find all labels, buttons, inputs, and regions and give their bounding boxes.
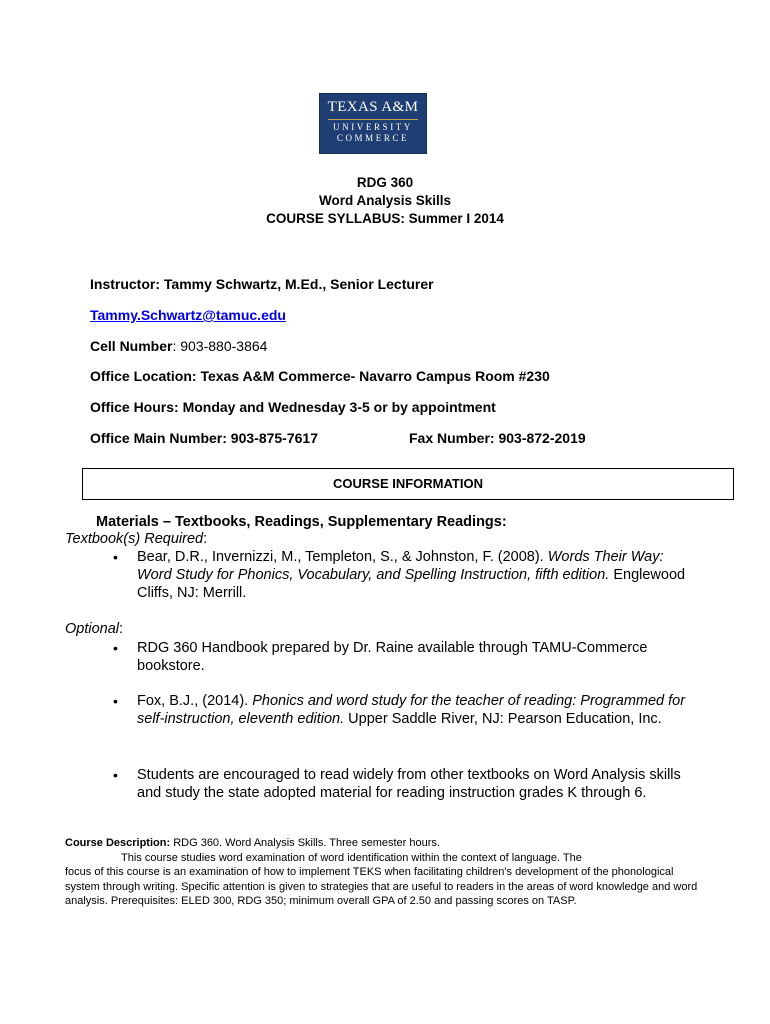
university-logo (319, 93, 427, 154)
course-name: Word Analysis Skills (318, 193, 452, 208)
optional-label: Optional (65, 621, 120, 637)
email-link[interactable]: Tammy.Schwartz@tamuc.edu (90, 307, 286, 323)
item-title: Words Their Way: Word Study for Phonics, Vocabulary, and Spelling Instruction, fifth edition. (137, 549, 664, 583)
item-text: Fox, B.J., (2014). (137, 693, 253, 709)
section-course-information: COURSE INFORMATION (82, 468, 734, 500)
required-item-1 (137, 548, 697, 602)
office-hours: Office Hours: Monday and Wednesday 3-5 or by appointment (90, 399, 496, 415)
required-colon: : (203, 531, 208, 547)
optional-item-1 (137, 639, 697, 675)
bullet-icon: • (113, 640, 118, 656)
fax-number: Fax Number: 903-872-2019 (409, 430, 586, 446)
description-first-line (65, 836, 705, 851)
bullet-icon: • (113, 693, 118, 709)
office-location: Office Location: Texas A&M Commerce- Navarro Campus Room #230 (90, 368, 550, 384)
course-code: RDG 360 (356, 175, 414, 190)
item-publisher: Englewood Cliffs, NJ: Merrill. (137, 567, 686, 601)
logo-line-3: COMMERCE (336, 133, 410, 143)
office-main-number: Office Main Number: 903-875-7617 (90, 430, 318, 446)
item-publisher: Upper Saddle River, NJ: Pearson Education, Inc. (344, 711, 662, 727)
optional-colon: : (119, 621, 124, 637)
item-title: Phonics and word study for the teacher of reading: Programmed for self-instruction, eleventh edition. (137, 693, 686, 727)
description-body-indent: This course studies word examination of word identification within the context of language. The (121, 851, 582, 864)
description-body: focus of this course is an examination of how to implement TEKS when facilitating children's development of the phonological system through writing. Specific attention is given to strategies that are useful to readers in the areas of word knowledge and word analysis. Prerequisites: ELED 300, RDG 350; minimum overall GPA of 2.50 and passing scores on TASP. (65, 866, 698, 907)
cell-label: Cell Number (90, 338, 173, 354)
description-label: Course Description: (65, 837, 171, 849)
optional-label-line (65, 620, 123, 638)
instructor-email[interactable] (90, 307, 286, 323)
item-text: RDG 360 Handbook prepared by Dr. Raine available through TAMU-Commerce bookstore. (137, 640, 648, 674)
course-description (65, 836, 705, 909)
required-label-line (65, 530, 207, 548)
bullet-icon: • (113, 767, 118, 783)
syllabus-title: COURSE SYLLABUS: Summer I 2014 (266, 211, 504, 226)
materials-heading: Materials – Textbooks, Readings, Supplementary Readings: (96, 514, 507, 530)
cell-value: : 903-880-3864 (172, 338, 268, 354)
required-label: Textbook(s) Required (65, 531, 204, 547)
description-meta: RDG 360. Word Analysis Skills. Three semester hours. (170, 837, 440, 849)
logo-divider (328, 119, 418, 120)
logo-line-2: UNIVERSITY (333, 122, 413, 132)
item-text: Bear, D.R., Invernizzi, M., Templeton, S., & Johnston, F. (2008). (137, 549, 548, 565)
logo-line-1: TEXAS A&M (327, 99, 419, 115)
optional-item-2 (137, 692, 697, 728)
cell-number-line (90, 338, 267, 354)
item-text: Students are encouraged to read widely from other textbooks on Word Analysis skills and study the state adopted material for reading instruction grades K through 6. (137, 767, 681, 801)
instructor-line: Instructor: Tammy Schwartz, M.Ed., Senior Lecturer (90, 276, 434, 292)
optional-item-3 (137, 766, 697, 802)
bullet-icon: • (113, 549, 118, 565)
